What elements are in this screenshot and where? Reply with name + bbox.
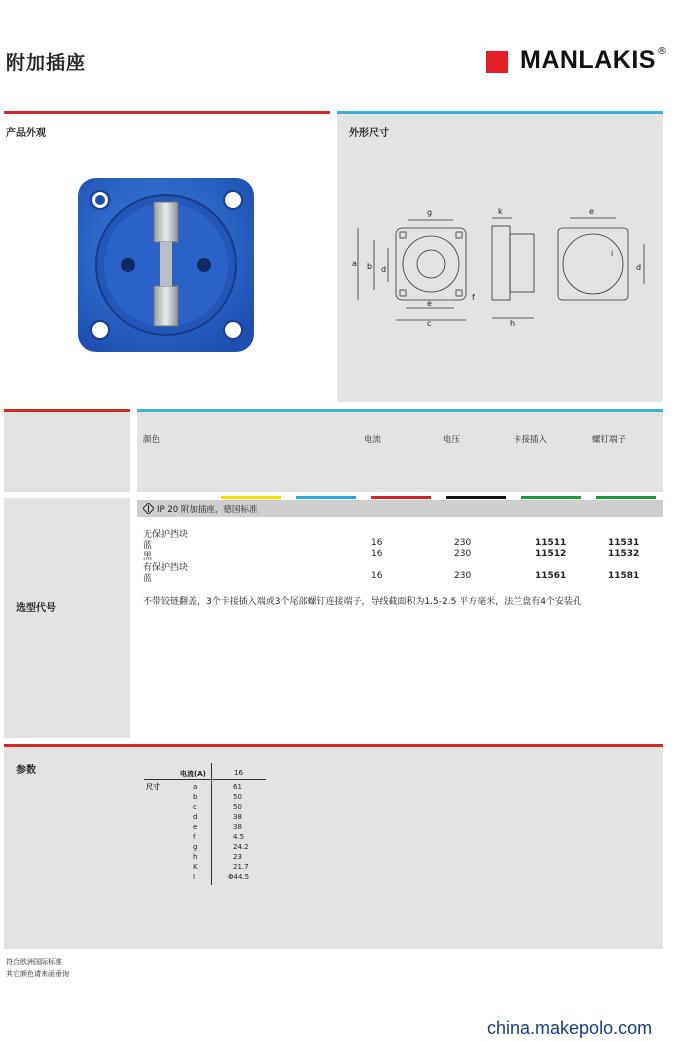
param-value: 50 [233, 793, 242, 801]
dim-label-a: a [352, 259, 357, 268]
param-value: 23 [233, 853, 242, 861]
row-3-current: 16 [371, 571, 383, 581]
brand-name: MANLAKIS [520, 46, 656, 74]
param-value: 38 [233, 813, 242, 821]
params-horizontal-rule [144, 779, 266, 780]
param-key: K [193, 863, 198, 871]
group-heading-protected: 有保护挡块 [143, 563, 189, 573]
columns-left-panel [4, 412, 130, 492]
param-key: f [193, 833, 196, 841]
row-1-clip: 11511 [535, 538, 567, 548]
row-1-voltage: 230 [454, 538, 472, 548]
param-value: 21.7 [233, 863, 249, 871]
color-bar-yellow [221, 496, 281, 499]
param-key: d [193, 813, 198, 821]
dimension-drawing [348, 200, 658, 330]
row-3-screw: 11581 [608, 571, 640, 581]
col-current: 电流 [364, 435, 382, 445]
row-1-screw: 11531 [608, 538, 640, 548]
dim-label-d-front: d [381, 265, 387, 274]
color-bar-green-2 [596, 496, 656, 499]
param-key: g [193, 843, 198, 851]
col-clip: 卡接插入 [513, 435, 548, 445]
col-voltage: 电压 [443, 435, 461, 445]
brand-red-square [486, 51, 508, 73]
dim-label-f: f [472, 293, 475, 302]
columns-header-panel [137, 412, 663, 492]
row-2-screw: 11532 [608, 549, 640, 559]
row-2-current: 16 [371, 549, 383, 559]
product-note: 不带铰链翻盖，3个卡接插入端或3个尾部螺钉连接端子，导线截面积为1.5-2.5 平方毫米，法兰盘有4个安装孔 [143, 597, 582, 607]
row-2-voltage: 230 [454, 549, 472, 559]
param-value: Φ44.5 [228, 873, 250, 881]
divider-red-top [4, 111, 330, 114]
param-value: 61 [233, 783, 242, 791]
watermark: china.makepolo.com [487, 1018, 653, 1038]
color-bar-blue [296, 496, 356, 499]
brand-logo [486, 46, 667, 75]
section-appearance-label: 产品外观 [6, 128, 46, 139]
dim-label-i: i [611, 249, 614, 258]
params-vertical-rule [211, 763, 212, 885]
group-heading-unprotected: 无保护挡块 [143, 530, 189, 540]
footer-line-2: 其它颜色请来函垂询 [6, 970, 69, 978]
registered-mark: ® [656, 46, 667, 57]
param-key: c [193, 803, 197, 811]
page-title: 附加插座 [6, 52, 87, 74]
section-params-label: 参数 [16, 765, 36, 776]
color-bar-black [446, 496, 506, 499]
param-key: I [193, 873, 196, 881]
dim-label-e-front: e [427, 299, 432, 308]
color-bar-green-1 [521, 496, 581, 499]
row-1-current: 16 [371, 538, 383, 548]
params-header-label: 电流(A) [180, 770, 206, 778]
param-key: h [193, 853, 198, 861]
param-key: a [193, 783, 198, 791]
param-value: 24.2 [233, 843, 249, 851]
section-dimensions-label: 外形尺寸 [349, 128, 389, 139]
color-bar-red [371, 496, 431, 499]
row-3-voltage: 230 [454, 571, 472, 581]
dim-label-e-rear: e [589, 207, 594, 216]
param-key: b [193, 793, 198, 801]
footer-line-1: 符合欧洲国际标准 [6, 958, 62, 966]
dim-label-g: g [427, 208, 433, 217]
product-photo-socket [76, 176, 256, 354]
section-selection-label: 选型代号 [16, 603, 56, 614]
dim-label-b: b [367, 262, 373, 271]
row-2-color: 黑 [143, 552, 153, 562]
dim-label-c: c [427, 319, 432, 328]
product-line-text: IP 20 附加插座，德国标准 [157, 505, 258, 515]
dim-label-d-rear: d [636, 263, 642, 272]
row-1-color: 蓝 [143, 541, 153, 551]
col-color: 颜色 [143, 435, 161, 445]
selection-left-panel [4, 498, 130, 738]
param-value: 4.5 [233, 833, 245, 841]
param-value: 38 [233, 823, 242, 831]
col-screw: 螺钉端子 [592, 435, 627, 445]
params-panel [4, 747, 663, 949]
param-key: e [193, 823, 198, 831]
ip-rating-icon [143, 503, 154, 514]
params-row-label: 尺寸 [146, 783, 160, 791]
row-2-clip: 11512 [535, 549, 567, 559]
row-3-color: 蓝 [143, 574, 153, 584]
params-header-value: 16 [234, 769, 243, 777]
dim-label-h: h [510, 319, 516, 328]
row-3-clip: 11561 [535, 571, 567, 581]
param-value: 50 [233, 803, 242, 811]
dim-label-k: k [498, 207, 503, 216]
